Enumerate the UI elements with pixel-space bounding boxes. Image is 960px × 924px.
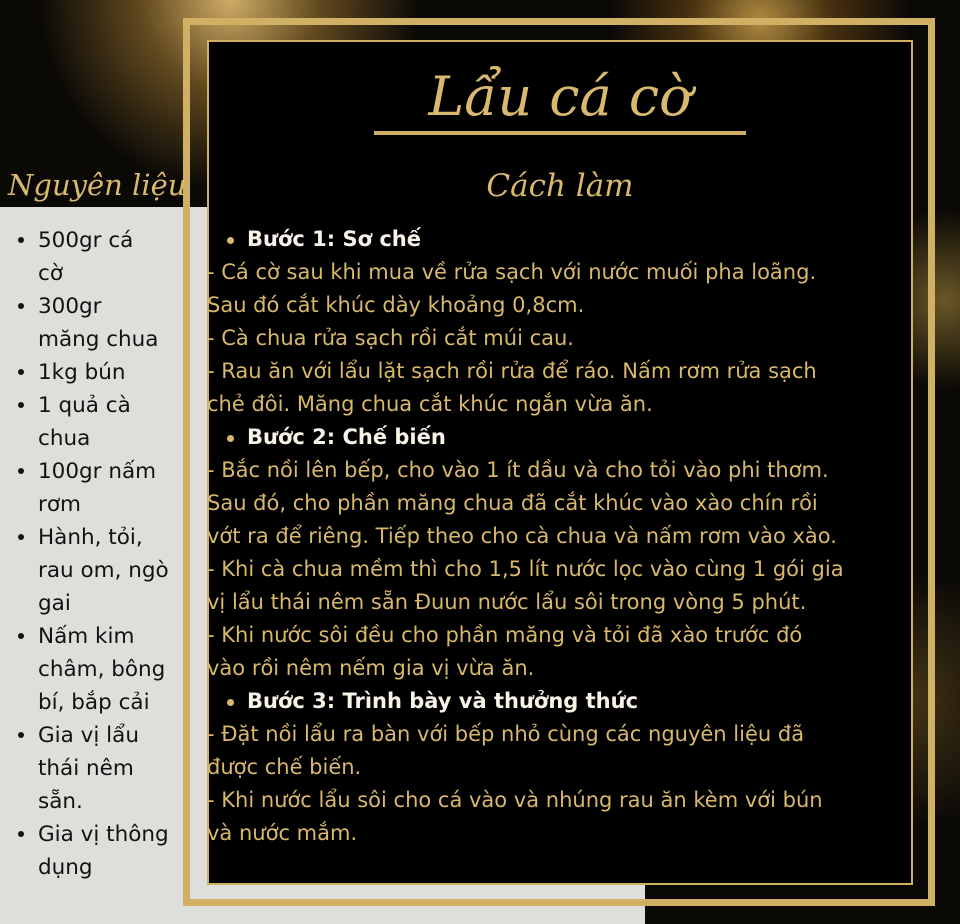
step-2-text: vị lẩu thái nêm sẵn Đuun nước lẩu sôi trong vòng 5 phút. — [207, 590, 807, 614]
ingredient-item: 100gr nấm rơm — [17, 455, 182, 521]
step-3-text: - Khi nước lẩu sôi cho cá vào và nhúng rau ăn kèm với bún — [207, 788, 823, 812]
step-3-text: - Đặt nồi lẩu ra bàn với bếp nhỏ cùng các nguyên liệu đã — [207, 722, 805, 746]
title-divider — [374, 131, 746, 135]
step-1-text: Sau đó cắt khúc dày khoảng 0,8cm. — [207, 293, 585, 317]
step-2-heading: Bước 2: Chế biến — [207, 421, 911, 454]
step-3-text: và nước mắm. — [207, 821, 358, 845]
step-1-text: - Cà chua rửa sạch rồi cắt múi cau. — [207, 326, 574, 350]
step-1-text: chẻ đôi. Măng chua cắt khúc ngắn vừa ăn. — [207, 392, 653, 416]
step-1-heading: Bước 1: Sơ chế — [207, 223, 911, 256]
step-2-text: - Khi cà chua mềm thì cho 1,5 lít nước lọc vào cùng 1 gói gia — [207, 557, 844, 581]
ingredient-item: 300gr măng chua — [17, 290, 182, 356]
step-2-text: - Bắc nồi lên bếp, cho vào 1 ít dầu và cho tỏi vào phi thơm. — [207, 458, 829, 482]
step-3-heading: Bước 3: Trình bày và thưởng thức — [207, 685, 911, 718]
step-2-text: vào rồi nêm nếm gia vị vừa ăn. — [207, 656, 535, 680]
step-2-text: vớt ra để riêng. Tiếp theo cho cà chua và nấm rơm vào xào. — [207, 524, 837, 548]
ingredient-item: 1kg bún — [17, 356, 182, 389]
recipe-title: Lẩu cá cờ — [428, 65, 692, 128]
steps-section — [207, 223, 911, 850]
ingredient-item: 500gr cá cờ — [17, 224, 182, 290]
ingredient-item: 1 quả cà chua — [17, 389, 182, 455]
step-2-text: Sau đó, cho phần măng chua đã cắt khúc vào xào chín rồi — [207, 491, 818, 515]
method-heading: Cách làm — [486, 168, 634, 204]
step-1-text: - Cá cờ sau khi mua về rửa sạch với nước muối pha loãng. — [207, 260, 817, 284]
step-3-text: được chế biến. — [207, 755, 362, 779]
ingredient-item: Gia vị lẩu thái nêm sẵn. — [17, 719, 182, 818]
ingredient-item: Hành, tỏi, rau om, ngò gai — [17, 521, 182, 620]
ingredient-item: Nấm kim châm, bông bí, bắp cải — [17, 620, 182, 719]
ingredient-item: Gia vị thông dụng — [17, 818, 182, 884]
step-1-text: - Rau ăn với lẩu lặt sạch rồi rửa để ráo. Nấm rơm rửa sạch — [207, 359, 817, 383]
step-2-text: - Khi nước sôi đều cho phần măng và tỏi đã xào trước đó — [207, 623, 803, 647]
ingredients-list — [17, 224, 182, 884]
ingredients-heading: Nguyên liệu — [8, 168, 187, 202]
